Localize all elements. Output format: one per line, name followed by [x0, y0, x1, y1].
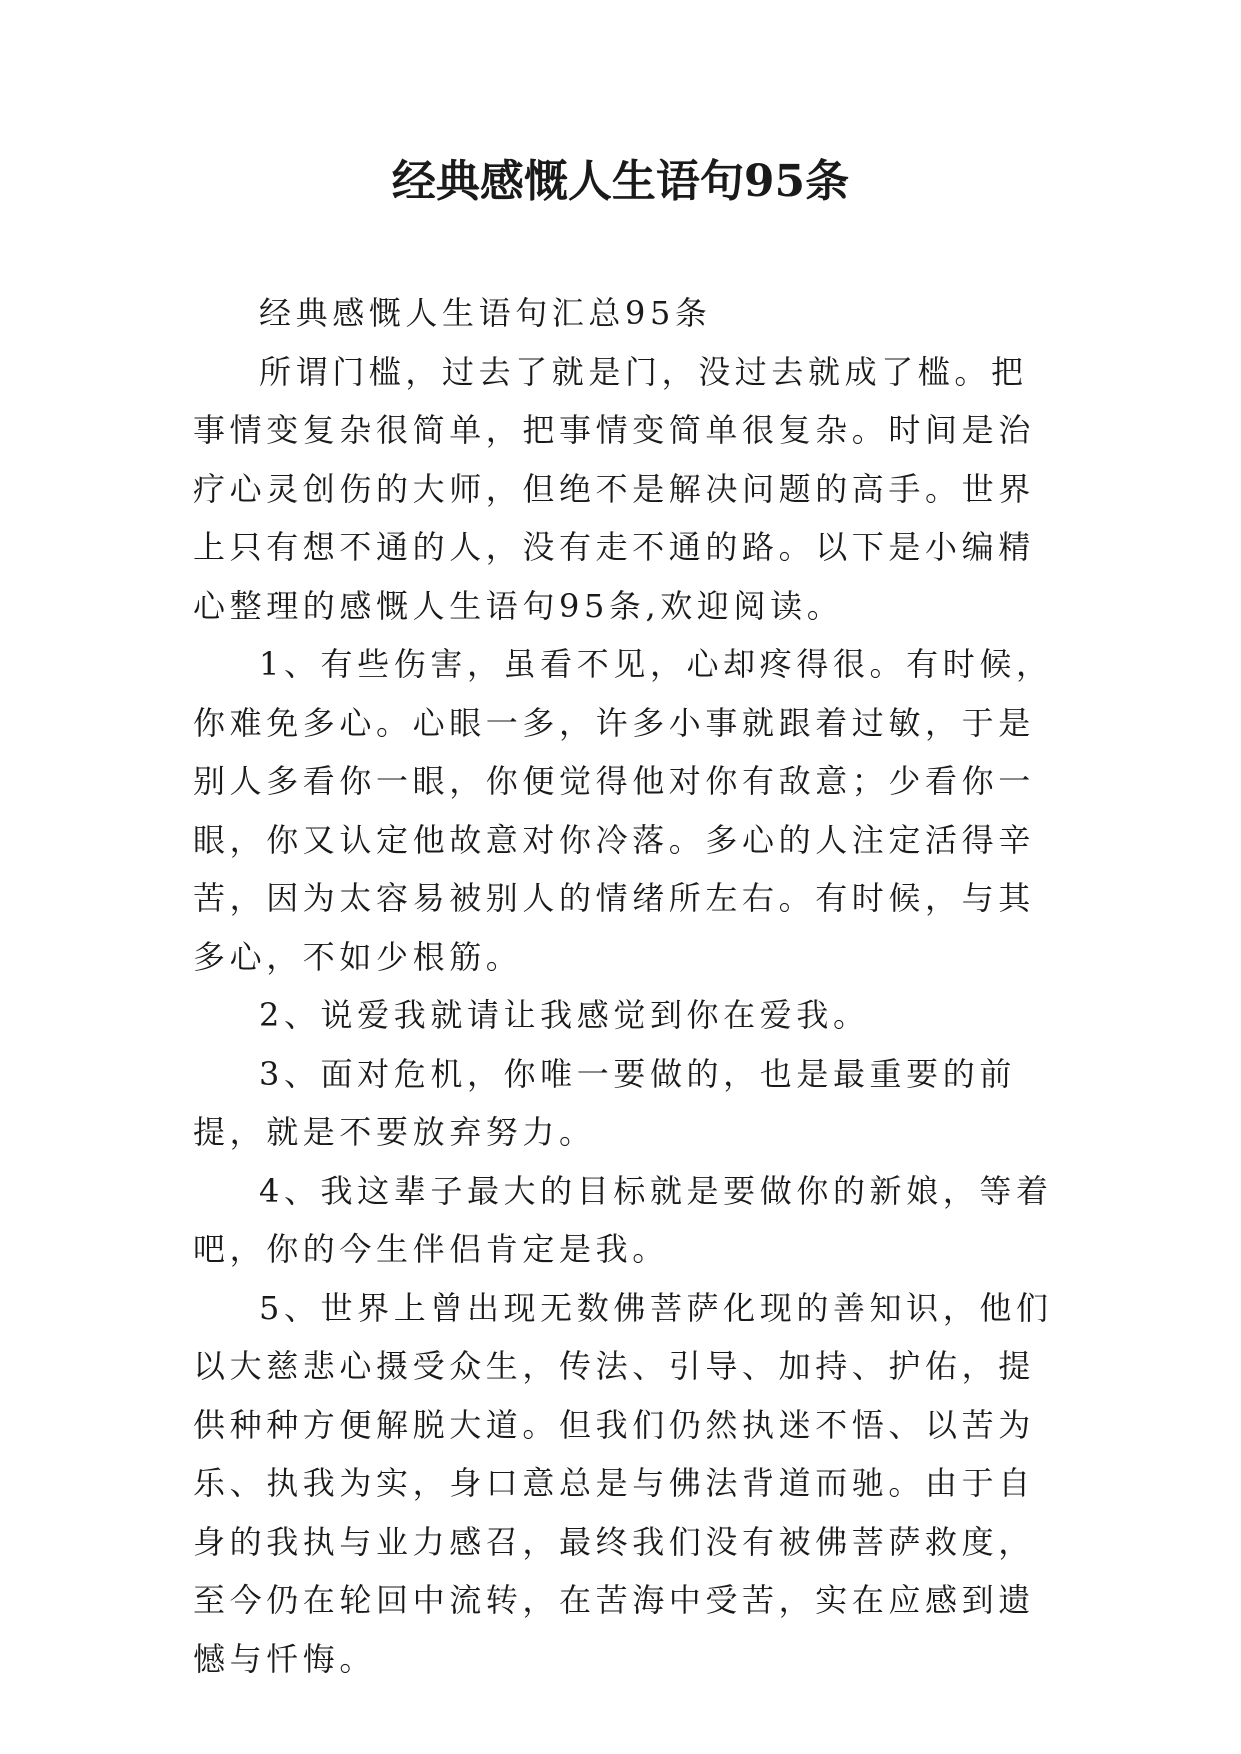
document-title: 经典感慨人生语句95条 [391, 156, 850, 207]
paragraph-item-3: 3、面对危机，你唯一要做的，也是最重要的前提，就是不要放弃努力。 [193, 1054, 1016, 1151]
paragraph-subtitle: 经典感慨人生语句汇总95条 [259, 294, 712, 332]
paragraph-item-1: 1、有些伤害，虽看不见，心却疼得很。有时候，你难免多心。心眼一多，许多小事就跟着过敏，于是别人多看你一眼，你便觉得他对你有敌意；少看你一眼，你又认定他故意对你冷落。多心的人注定活得辛苦，因为太容易被别人的情绪所左右。有时候，与其多心，不如少根筋。 [193, 645, 1053, 976]
paragraph-intro: 所谓门槛，过去了就是门，没过去就成了槛。把事情变复杂很简单，把事情变简单很复杂。时间是治疗心灵创伤的大师，但绝不是解决问题的高手。世界上只有想不通的人，没有走不通的路。以下是小编精心整理的感慨人生语句95条,欢迎阅读。 [193, 352, 1035, 625]
paragraph-item-4: 4、我这辈子最大的目标就是要做你的新娘，等着吧，你的今生伴侣肯定是我。 [193, 1171, 1053, 1268]
paragraph-item-5: 5、世界上曾出现无数佛菩萨化现的善知识，他们以大慈悲心摄受众生，传法、引导、加持、护佑，提供种种方便解脱大道。但我们仍然执迷不悟、以苦为乐、执我为实，身口意总是与佛法背道而驰。由于自身的我执与业力感召，最终我们没有被佛菩萨救度，至今仍在轮回中流转，在苦海中受苦，实在应感到遗憾与忏悔。 [193, 1288, 1053, 1678]
paragraph-item-2: 2、说爱我就请让我感觉到你在爱我。 [259, 996, 870, 1034]
document-body [193, 284, 1058, 1688]
